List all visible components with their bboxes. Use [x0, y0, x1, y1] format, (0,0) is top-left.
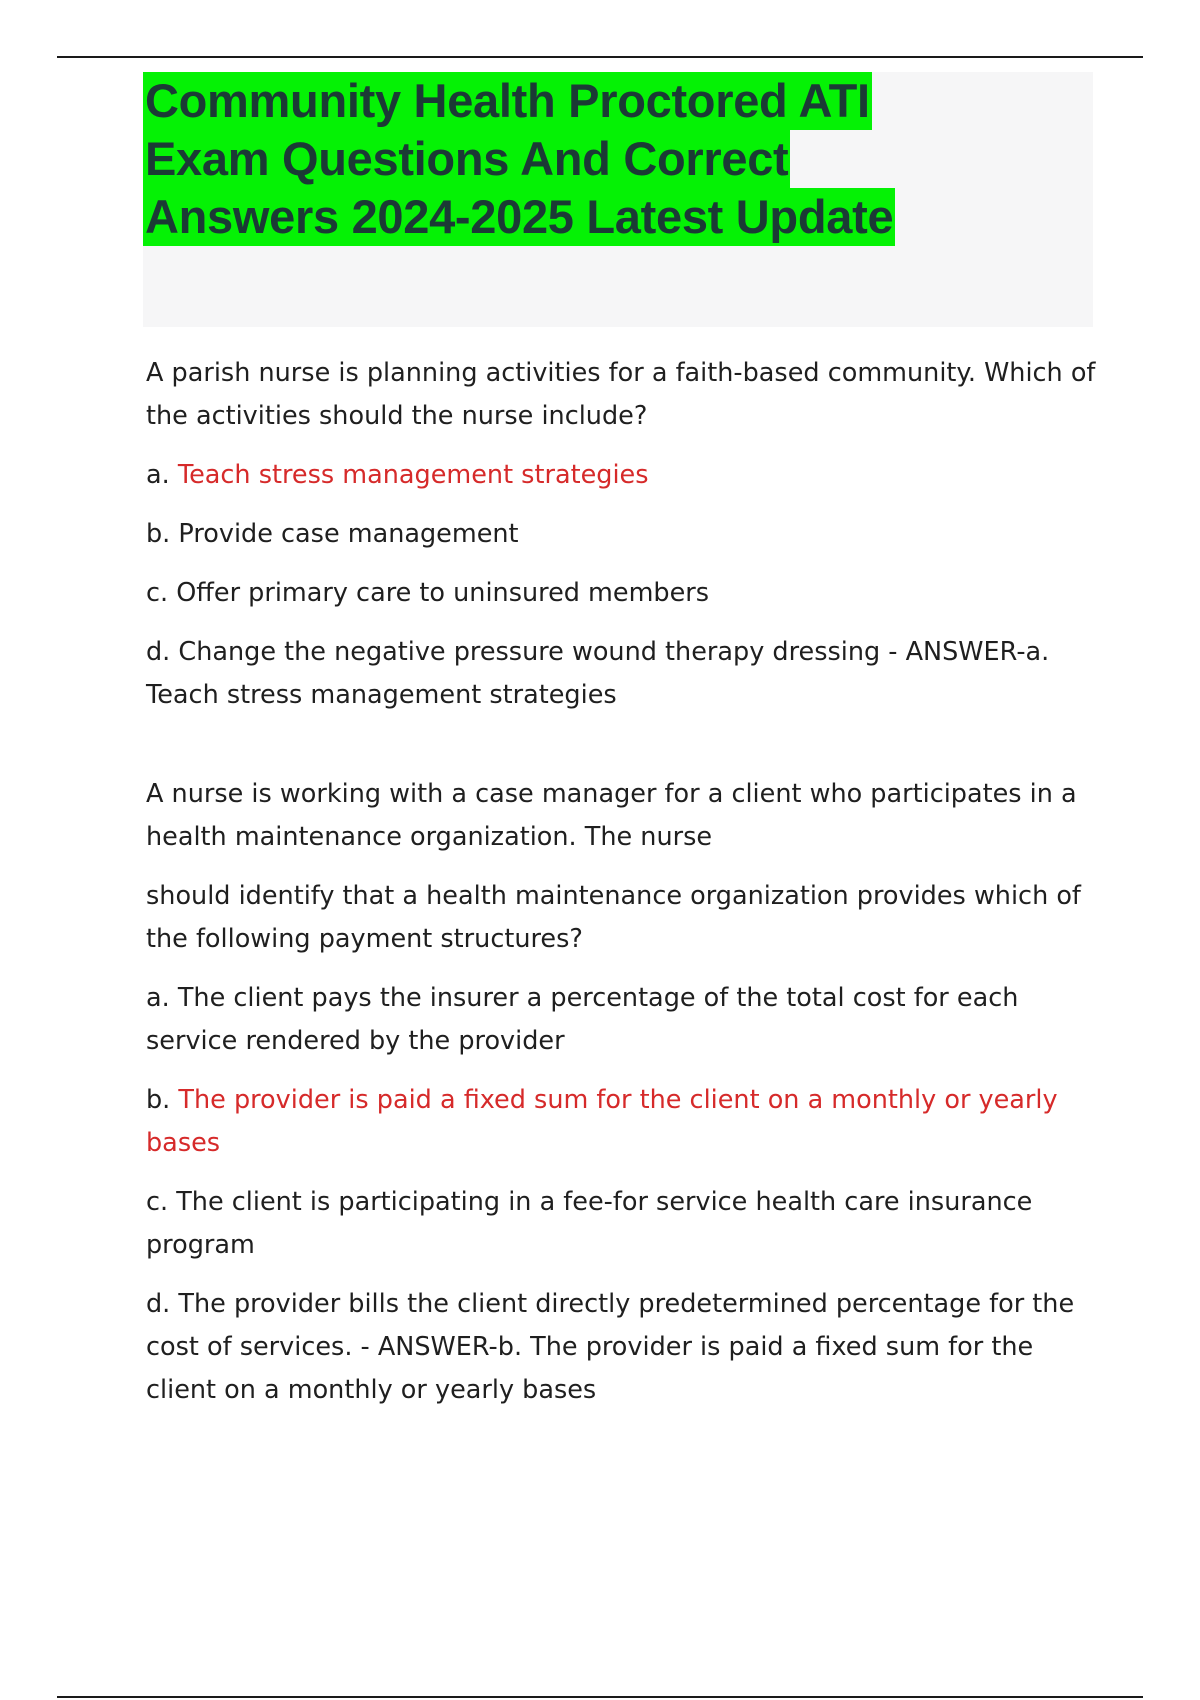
question-2-stem-part-1: A nurse is working with a case manager for a client who participates in a health maintenance organization. The nurse [146, 779, 1077, 852]
option-text: Change the negative pressure wound therapy dressing - ANSWER-a. Teach stress management strategies [146, 637, 1050, 710]
title-line-3: Answers 2024-2025 Latest Update [143, 188, 895, 246]
question-2-option-a [146, 977, 1096, 1063]
option-text: Offer primary care to uninsured members [176, 578, 710, 608]
question-1-option-c [146, 572, 1096, 615]
top-rule [57, 56, 1143, 58]
document-title [143, 72, 1093, 246]
option-prefix: b. [146, 1085, 179, 1115]
question-1-option-d [146, 631, 1096, 717]
question-2-stem-part-2: should identify that a health maintenance organization provides which of the following payment structures? [146, 881, 1081, 954]
question-1-stem: A parish nurse is planning activities for a faith-based community. Which of the activities should the nurse include? [146, 358, 1096, 431]
title-line-1: Community Health Proctored ATI [143, 72, 872, 130]
document-body [146, 352, 1096, 1428]
option-text: Provide case management [178, 519, 519, 549]
question-2-option-b [146, 1079, 1096, 1165]
option-prefix: d. [146, 1289, 179, 1319]
option-text: The client pays the insurer a percentage of the total cost for each service rendered by the provider [146, 983, 1019, 1056]
correct-answer-text: Teach stress management strategies [177, 460, 649, 490]
question-1-option-b [146, 513, 1096, 556]
option-prefix: a. [146, 983, 178, 1013]
correct-answer-text: The provider is paid a fixed sum for the client on a monthly or yearly bases [146, 1085, 1058, 1158]
question-2-option-d [146, 1283, 1096, 1412]
option-text: The client is participating in a fee-for service health care insurance program [146, 1187, 1033, 1260]
option-prefix: c. [146, 578, 177, 608]
bottom-rule [57, 1696, 1143, 1698]
option-prefix: a. [146, 460, 178, 490]
option-text: The provider bills the client directly predetermined percentage for the cost of services. - ANSWER-b. The provider is paid a fixed sum for the client on a monthly or yearly bases [146, 1289, 1075, 1405]
title-line-2: Exam Questions And Correct [143, 130, 790, 188]
question-2-option-c [146, 1181, 1096, 1267]
title-block [143, 72, 1093, 327]
option-prefix: c. [146, 1187, 177, 1217]
option-prefix: b. [146, 519, 179, 549]
question-1-option-a [146, 454, 1096, 497]
option-prefix: d. [146, 637, 179, 667]
